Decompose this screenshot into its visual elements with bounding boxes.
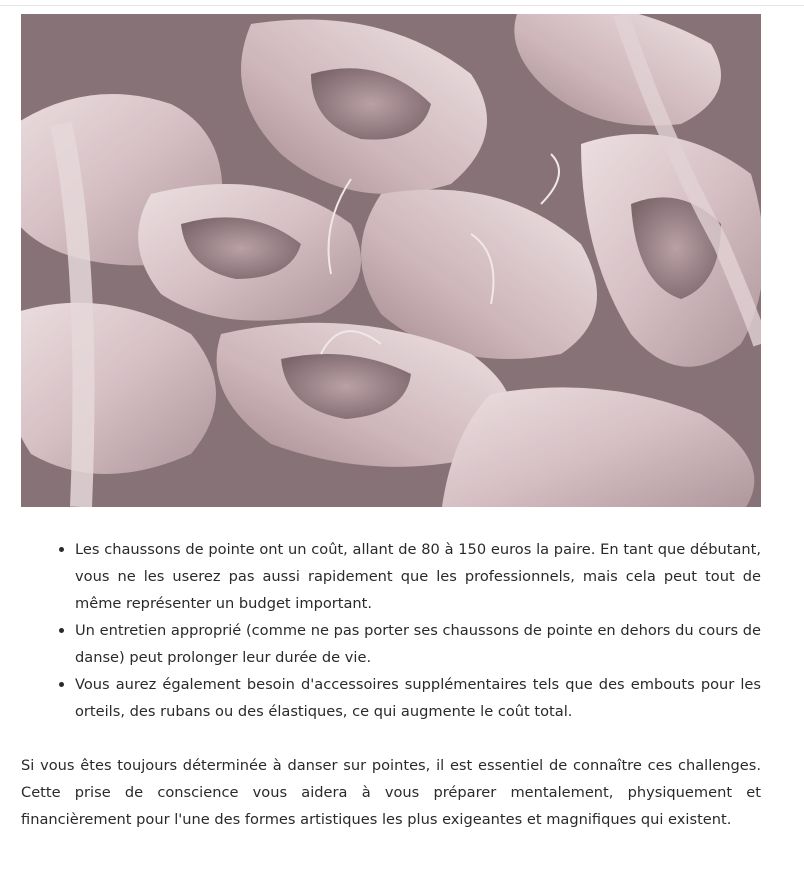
- conclusion-paragraph: Si vous êtes toujours déterminée à danser sur pointes, il est essentiel de connaître ces challenges. Cette prise de conscience vous aidera à vous préparer mentalement, physiquement et financièrement pour l'une des formes artistiques les plus exigeantes et magnifiques qui existent.: [21, 757, 761, 828]
- ballet-shoes-photo: [21, 14, 761, 507]
- ballet-shoes-illustration: [21, 14, 761, 507]
- bullet-item-maintenance: Un entretien approprié (comme ne pas porter ses chaussons de pointe en dehors du cours de danse) peut prolonger leur durée de vie.: [75, 617, 761, 671]
- bullet-item-accessories: Vous aurez également besoin d'accessoires supplémentaires tels que des embouts pour les orteils, des rubans ou des élastiques, ce qui augmente le coût total.: [75, 671, 761, 725]
- cost-bullet-list: [21, 536, 761, 725]
- top-divider: [0, 5, 804, 6]
- bullet-item-price: Les chaussons de pointe ont un coût, allant de 80 à 150 euros la paire. En tant que débutant, vous ne les userez pas aussi rapidement que les professionnels, mais cela peut tout de même représenter un budget important.: [75, 536, 761, 617]
